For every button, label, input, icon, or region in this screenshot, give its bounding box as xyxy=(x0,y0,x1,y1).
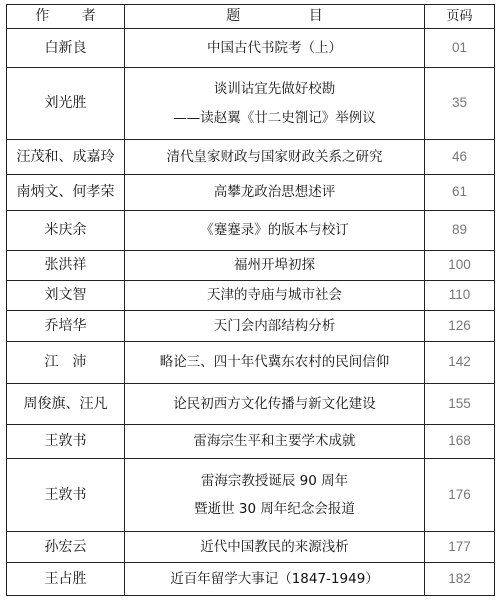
table-row xyxy=(7,251,495,281)
title-line: 福州开埠初探 xyxy=(234,257,315,274)
table-row xyxy=(7,342,495,384)
author-cell: 张洪祥 xyxy=(7,251,125,281)
table-row xyxy=(7,281,495,311)
title-cell xyxy=(125,532,425,563)
title-cell xyxy=(125,311,425,342)
header-page: 页码 xyxy=(425,5,495,29)
author-cell: 王占胜 xyxy=(7,563,125,596)
author-cell: 白新良 xyxy=(7,29,125,68)
table-row xyxy=(7,384,495,425)
page-number-cell: 61 xyxy=(425,175,495,211)
table-row xyxy=(7,563,495,596)
author-cell: 米庆余 xyxy=(7,211,125,251)
author-cell: 孙宏云 xyxy=(7,532,125,563)
page-number-cell: 182 xyxy=(425,563,495,596)
page-number-cell: 155 xyxy=(425,384,495,425)
table-row xyxy=(7,140,495,175)
title-line: 《蹇蹇录》的版本与校订 xyxy=(200,222,349,239)
table-of-contents xyxy=(6,4,495,596)
author-cell: 南炳文、何孝荣 xyxy=(7,175,125,211)
page-number-cell: 168 xyxy=(425,425,495,459)
table-row xyxy=(7,532,495,563)
title-line: 天门会内部结构分析 xyxy=(213,317,336,334)
author-cell: 王敦书 xyxy=(7,459,125,532)
table-row xyxy=(7,175,495,211)
title-line: 论民初西方文化传播与新文化建设 xyxy=(173,395,376,412)
table-row xyxy=(7,29,495,68)
page-number-cell: 126 xyxy=(425,311,495,342)
header-author: 作 者 xyxy=(7,5,125,29)
header-title: 题 目 xyxy=(125,5,425,29)
author-cell: 刘光胜 xyxy=(7,68,125,140)
title-cell xyxy=(125,175,425,211)
title-line: 略论三、四十年代冀东农村的民间信仰 xyxy=(159,354,390,371)
title-line: 近百年留学大事记（1847-1949） xyxy=(170,570,379,587)
page-number-cell: 142 xyxy=(425,342,495,384)
title-line: 天津的寺庙与城市社会 xyxy=(207,287,342,304)
author-cell: 周俊旗、汪凡 xyxy=(7,384,125,425)
title-line: 雷海宗生平和主要学术成就 xyxy=(193,433,356,450)
title-line: 谈训诂宜先做好校勘 xyxy=(213,81,336,98)
title-cell xyxy=(125,563,425,596)
title-cell xyxy=(125,384,425,425)
title-line: 高攀龙政治思想述评 xyxy=(213,184,336,201)
table-row xyxy=(7,311,495,342)
title-line: 暨逝世 30 周年纪念会报道 xyxy=(194,501,355,517)
header-row xyxy=(7,5,495,29)
title-cell xyxy=(125,68,425,140)
author-cell: 王敦书 xyxy=(7,425,125,459)
title-line: 雷海宗教授诞辰 90 周年 xyxy=(200,472,349,489)
page-number-cell: 35 xyxy=(425,68,495,140)
page-number-cell: 46 xyxy=(425,140,495,175)
table-row xyxy=(7,211,495,251)
title-line: ——读赵翼《廿二史劄记》举例议 xyxy=(173,109,376,126)
author-cell: 汪茂和、成嘉玲 xyxy=(7,140,125,175)
table-row xyxy=(7,68,495,140)
author-cell: 刘文智 xyxy=(7,281,125,311)
table-row xyxy=(7,459,495,532)
title-cell xyxy=(125,140,425,175)
page-number-cell: 177 xyxy=(425,532,495,563)
page-number-cell: 01 xyxy=(425,29,495,68)
title-line: 清代皇家财政与国家财政关系之研究 xyxy=(166,148,383,165)
page-number-cell: 176 xyxy=(425,459,495,532)
title-cell xyxy=(125,425,425,459)
title-cell xyxy=(125,281,425,311)
page-number-cell: 89 xyxy=(425,211,495,251)
title-line: 近代中国教民的来源浅析 xyxy=(200,538,349,555)
page-number-cell: 100 xyxy=(425,251,495,281)
title-cell xyxy=(125,29,425,68)
title-cell xyxy=(125,342,425,384)
title-cell xyxy=(125,211,425,251)
author-cell: 江 沛 xyxy=(7,342,125,384)
toc-body xyxy=(7,29,495,596)
author-cell: 乔培华 xyxy=(7,311,125,342)
table-row xyxy=(7,425,495,459)
title-cell xyxy=(125,459,425,532)
page-number-cell: 110 xyxy=(425,281,495,311)
title-line: 中国古代书院考（上） xyxy=(207,39,342,56)
title-cell xyxy=(125,251,425,281)
